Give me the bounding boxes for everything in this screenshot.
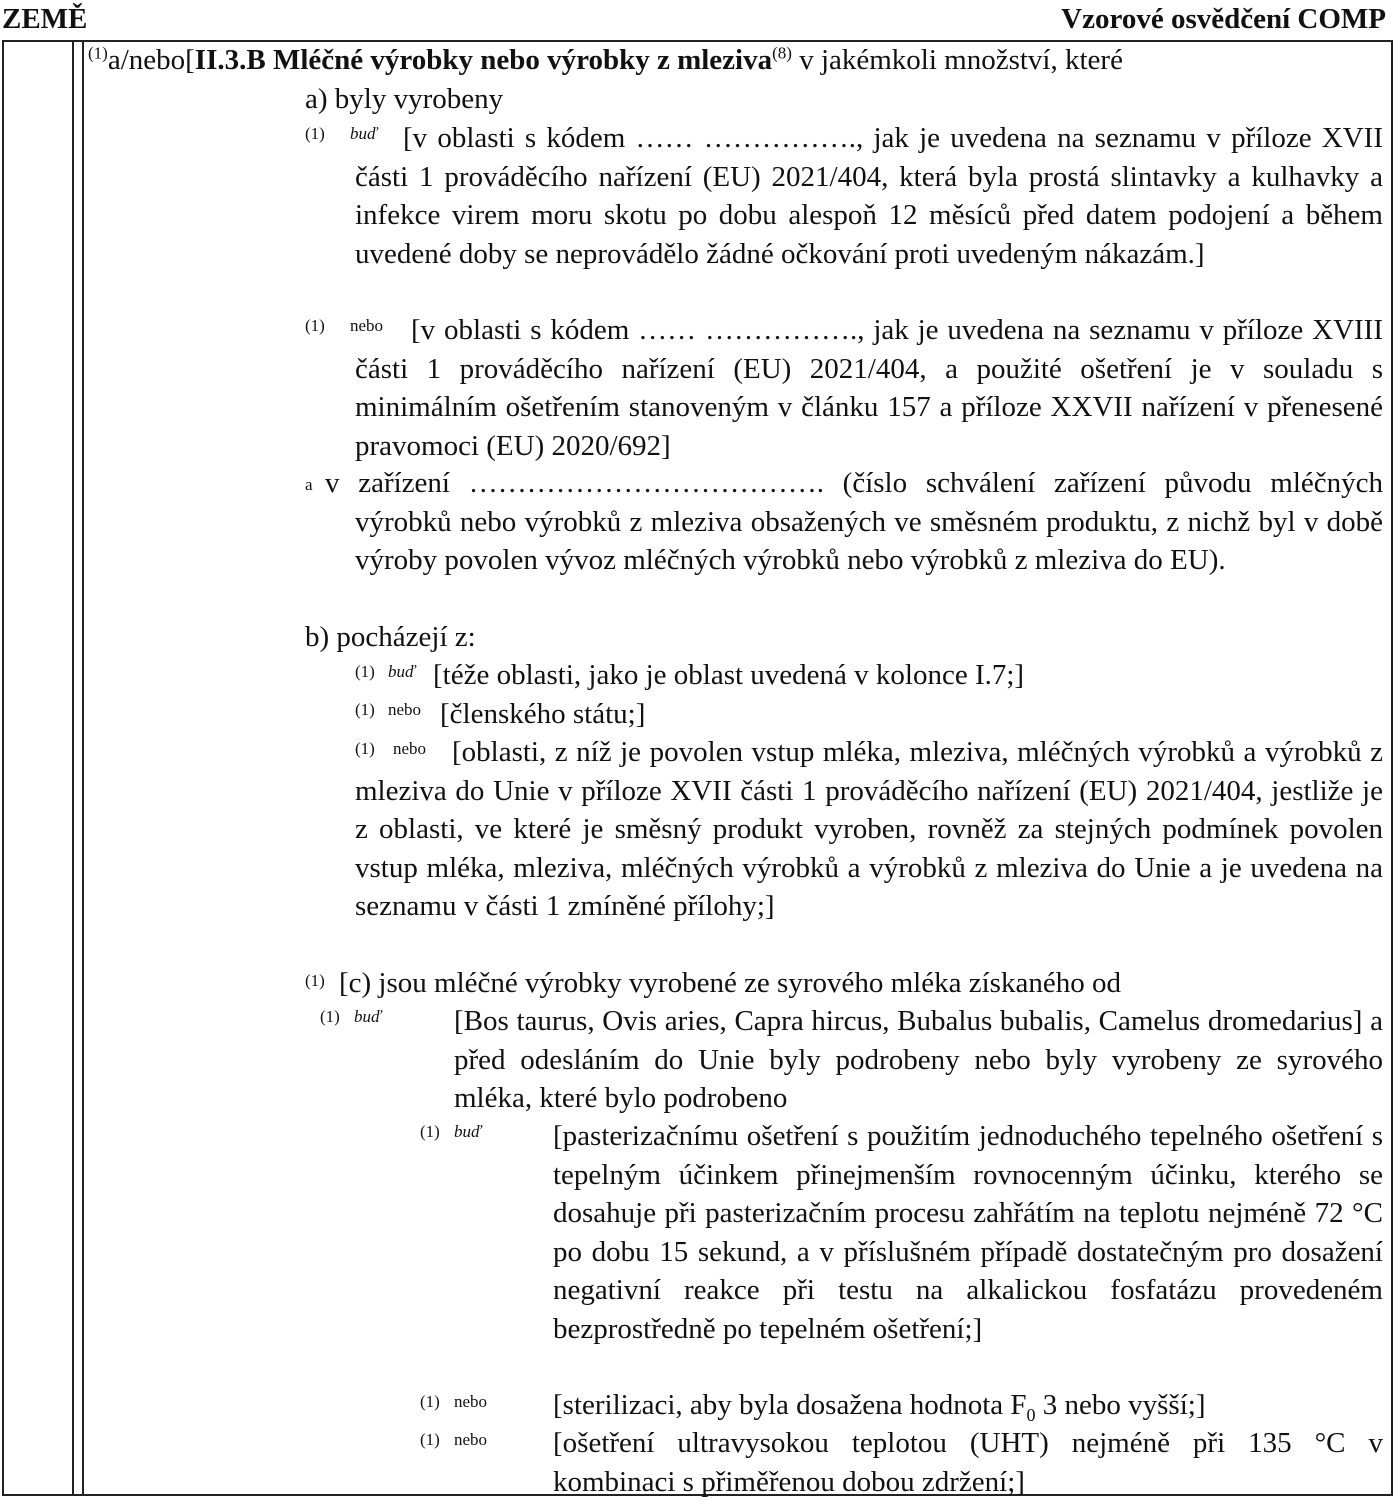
option-nebo-label: nebo [350,316,384,335]
option-number: (1) [420,1430,440,1449]
option-nebo-label: nebo [393,739,427,758]
item-a-option-2: [v oblasti s kódem …… ……………., jak je uvedena na seznamu v příloze XVIII části 1 prováděcího nařízení (EU) 2021/404, a použité ošetření je v souladu s minimálním ošetřením stanoveným v článku 157 a příloze XXVII nařízení v přenesené pravomoci (EU) 2020/692] [355,314,1383,462]
option-nebo-label: nebo [454,1430,488,1449]
item-b-option-1: [téže oblasti, jako je oblast uvedená v kolonce I.7;] [433,659,1025,691]
item-b-heading: b) pocházejí z: [305,621,476,653]
item-a-heading: a) byly vyrobeny [305,83,504,115]
section-heading: $^{(1)}$a/nebo[II.3.B Mléčné výrobky nebo výrobky z mleziva$^{(8)}$ v jakémkoli množství, které [88,43,1123,76]
item-a-option-1: [v oblasti s kódem …… ……………., jak je uvedena na seznamu v příloze XVII části 1 prováděcího nařízení (EU) 2021/404, která byla prostá slintavky a kulhavky a infekce virem moru skotu po dobu alespoň 12 měsíců před datem podojení a během uvedené doby se neprovádělo žádné očkování proti uvedeným nákazám.] [355,122,1383,270]
item-c-heading: [c) jsou mléčné výrobky vyrobené ze syrového mléka získaného od [339,967,1121,999]
item-c-species: [Bos taurus, Ovis aries, Capra hircus, Bubalus bubalis, Camelus dromedarius] a před odesláním do Unie byly podrobeny nebo byly vyrobeny ze syrového mléka, které bylo podrobeno [454,1005,1383,1114]
footnote-a-marker: a [305,475,313,494]
option-bud-label: buď [388,662,416,681]
option-number: (1) [420,1392,440,1411]
item-b-option-2: [členského státu;] [440,698,646,730]
column-divider-inner [82,40,84,1496]
item-a-facility: v zařízení ………………………………. (číslo schválení zařízení původu mléčných výrobků nebo výrobků z mleziva obsažených ve směsném produktu, z nichž byl v době výroby povolen vývoz mléčných výrobků nebo výrobků z mleziva do EU). [325,467,1383,576]
option-nebo-label: nebo [454,1392,488,1411]
option-number: (1) [355,700,375,719]
option-number: (1) [305,971,325,990]
option-number: (1) [305,316,325,335]
item-b-option-3: [oblasti, z níž je povolen vstup mléka, mleziva, mléčných výrobků a výrobků z mleziva do Unie v příloze XVII části 1 prováděcího nařízení (EU) 2021/404, jestliže je z oblasti, ve které je směsný produkt vyroben, rovněž za stejných podmínek povolen vstup mléka, mleziva, mléčných výrobků a výrobků z mleziva do Unie a je uvedena na seznamu v části 1 zmíněné přílohy;] [355,736,1383,922]
column-divider-left [72,40,74,1496]
option-bud-label: buď [350,124,378,143]
item-c-treatment-sterilisation: [sterilizaci, aby byla dosažena hodnota $F_0$ 3 nebo vyšší;] [553,1389,1206,1425]
option-number: (1) [305,124,325,143]
option-number: (1) [420,1122,440,1141]
option-bud-label: buď [454,1122,482,1141]
option-nebo-label: nebo [388,700,422,719]
option-bud-label: buď [354,1007,382,1026]
item-c-treatment-uht: [ošetření ultravysokou teplotou (UHT) nejméně při 135 °C v kombinaci s přiměřenou dobou zdržení;] [553,1427,1383,1498]
certificate-title: Vzorové osvědčení COMP [1061,3,1386,35]
option-number: (1) [355,739,375,758]
option-number: (1) [320,1007,340,1026]
country-label: ZEMĚ [2,3,88,35]
option-number: (1) [355,662,375,681]
item-c-treatment-pasteurisation: [pasterizačnímu ošetření s použitím jednoduchého tepelného ošetření s tepelným účinkem přinejmenším rovnocenným účinku, kterého se dosahuje při pasterizačním procesu zahřátím na teplotu nejméně 72 °C po dobu 15 sekund, a v příslušném případě dostatečným pro dosažení negativní reakce při testu na alkalickou fosfatázu provedeném bezprostředně po tepelném ošetření;] [553,1120,1383,1345]
